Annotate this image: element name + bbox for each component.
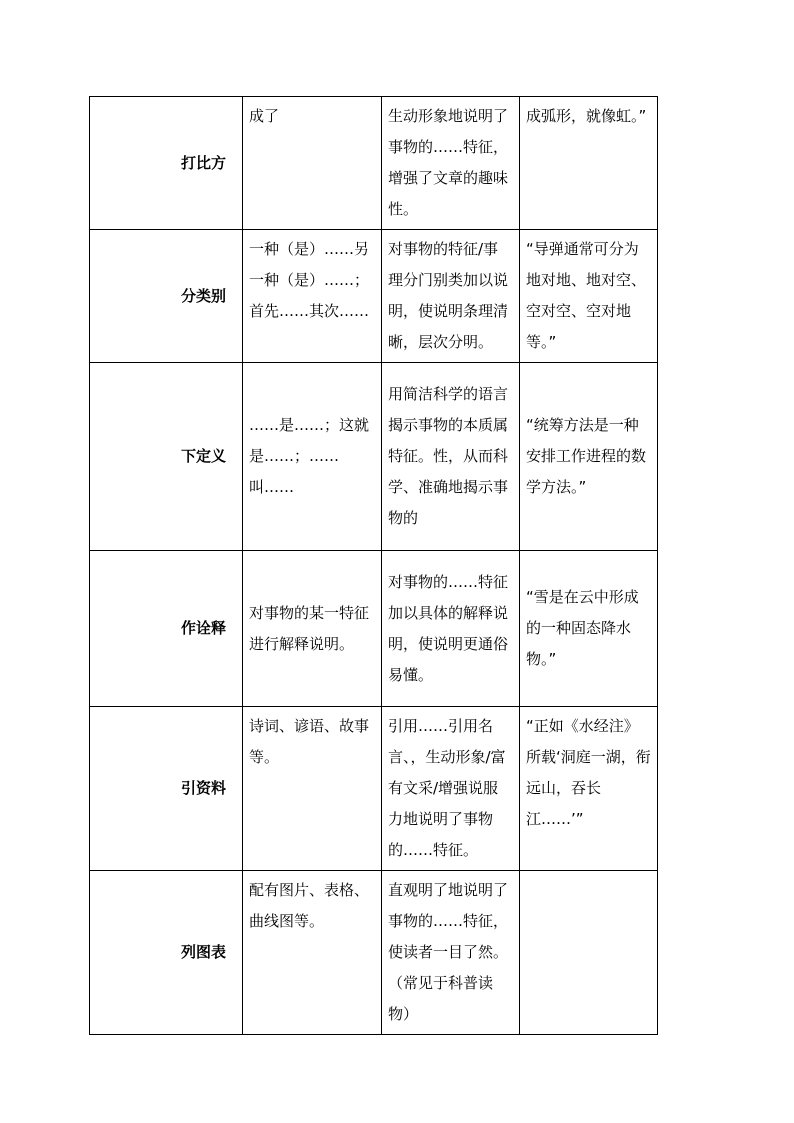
pattern-cell: 对事物的某一特征进行解释说明。 bbox=[243, 551, 382, 707]
method-cell: 引资料 bbox=[90, 707, 243, 871]
effect-cell: 用简洁科学的语言揭示事物的本质属特征。性，从而科学、准确地揭示事物的 bbox=[382, 363, 520, 551]
explanation-methods-table bbox=[89, 96, 658, 1035]
table-row bbox=[90, 707, 658, 871]
effect-cell: 对事物的特征/事理分门别类加以说明，使说明条理清晰，层次分明。 bbox=[382, 230, 520, 363]
table-row bbox=[90, 363, 658, 551]
example-cell: “导弹通常可分为地对地、地对空、空对空、空对地等。” bbox=[520, 230, 658, 363]
table-row bbox=[90, 230, 658, 363]
method-cell: 下定义 bbox=[90, 363, 243, 551]
effect-cell: 对事物的……特征加以具体的解释说明，使说明更通俗易懂。 bbox=[382, 551, 520, 707]
example-cell: “正如《水经注》所载‘洞庭一湖，衔远山，吞长江……’” bbox=[520, 707, 658, 871]
pattern-cell: 诗词、谚语、故事等。 bbox=[243, 707, 382, 871]
pattern-cell: 一种（是）……另一种（是）……；首先……其次…… bbox=[243, 230, 382, 363]
method-cell: 打比方 bbox=[90, 97, 243, 230]
table-row bbox=[90, 97, 658, 230]
pattern-cell: 成了 bbox=[243, 97, 382, 230]
example-cell: “雪是在云中形成的一种固态降水物。” bbox=[520, 551, 658, 707]
table-row bbox=[90, 551, 658, 707]
method-cell: 作诠释 bbox=[90, 551, 243, 707]
pattern-cell: ……是……；这就是……；……叫…… bbox=[243, 363, 382, 551]
example-cell bbox=[520, 871, 658, 1035]
example-cell: 成弧形，就像虹。” bbox=[520, 97, 658, 230]
effect-cell: 引用……引用名言、，生动形象/富有文采/增强说服力地说明了事物的……特征。 bbox=[382, 707, 520, 871]
pattern-cell: 配有图片、表格、曲线图等。 bbox=[243, 871, 382, 1035]
method-cell: 分类别 bbox=[90, 230, 243, 363]
method-cell: 列图表 bbox=[90, 871, 243, 1035]
effect-cell: 直观明了地说明了事物的……特征，使读者一目了然。（常见于科普读物） bbox=[382, 871, 520, 1035]
effect-cell: 生动形象地说明了事物的……特征，增强了文章的趣味性。 bbox=[382, 97, 520, 230]
table-row bbox=[90, 871, 658, 1035]
example-cell: “统筹方法是一种安排工作进程的数学方法。” bbox=[520, 363, 658, 551]
